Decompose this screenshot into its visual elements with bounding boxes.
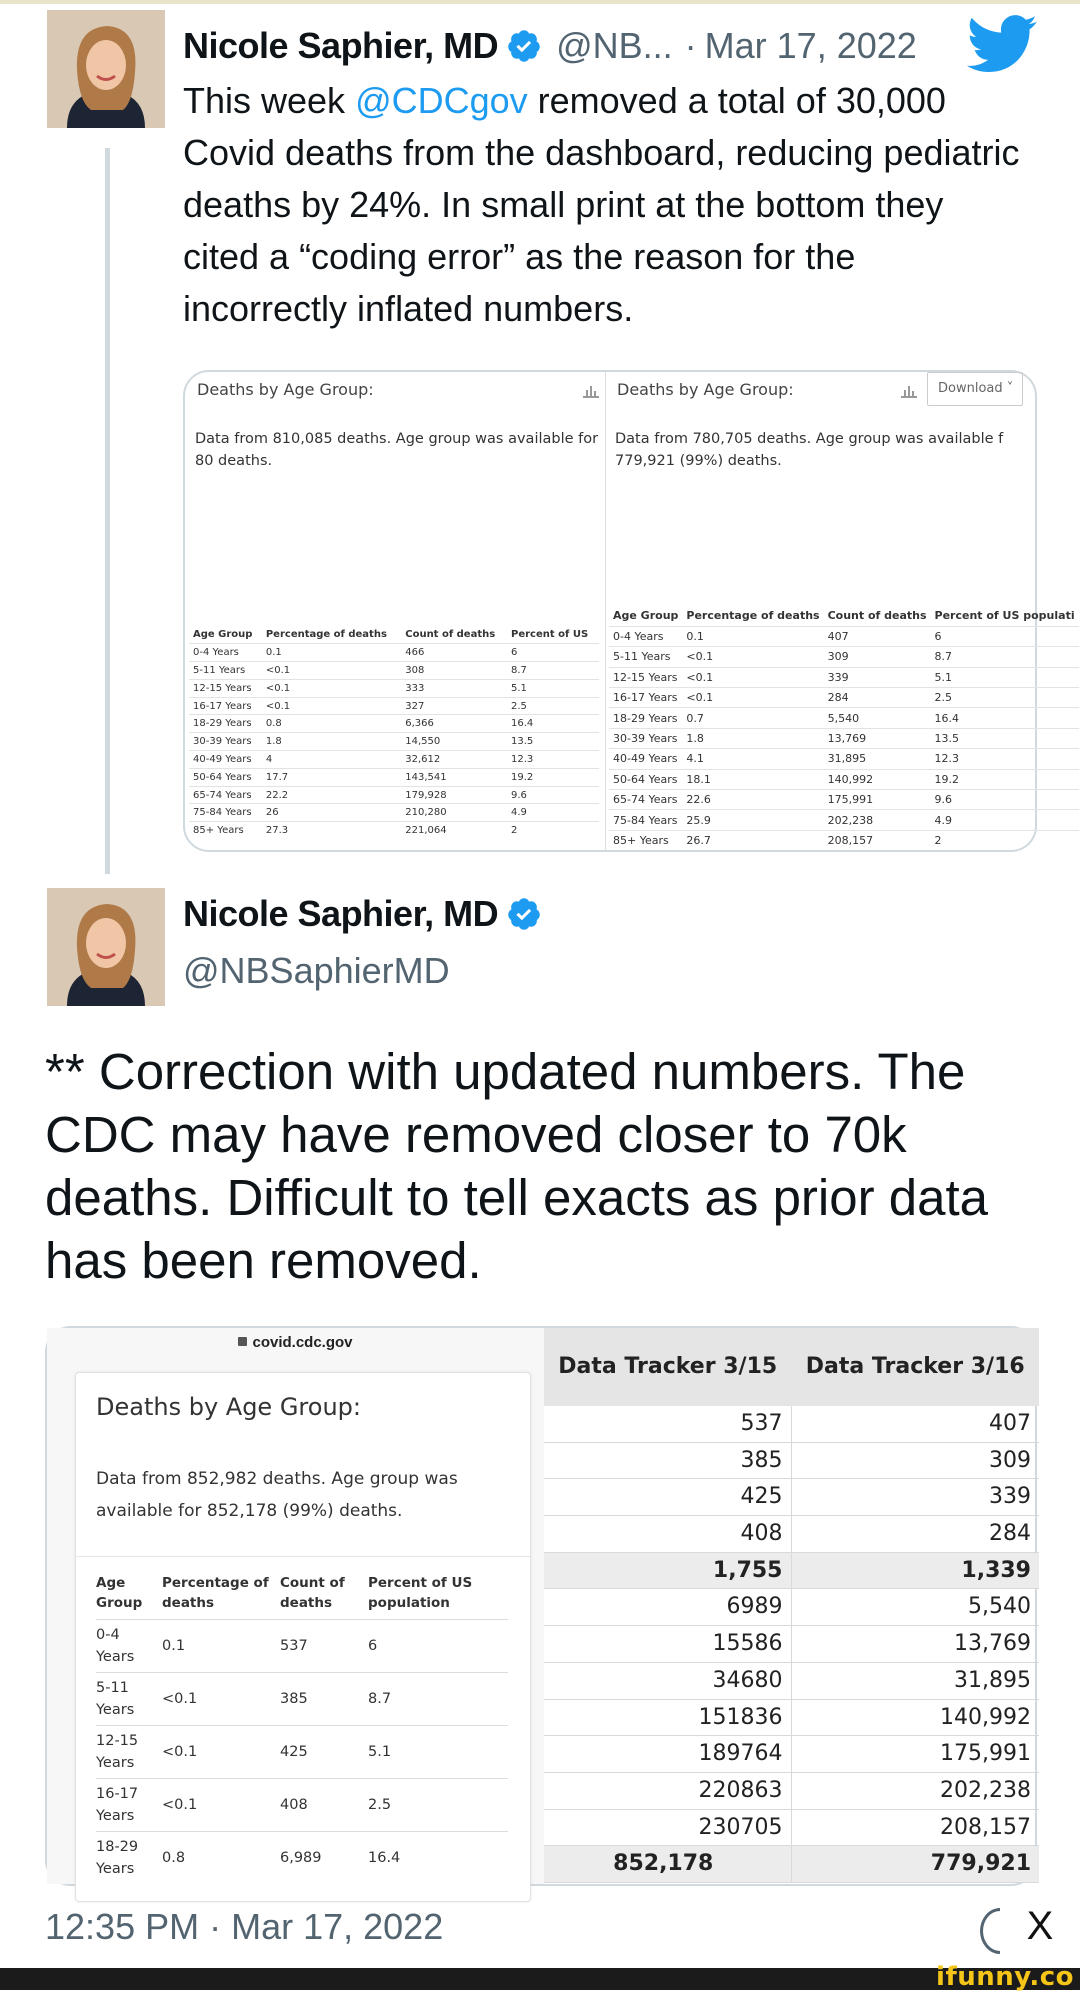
table-cell: 25.9 — [682, 810, 823, 830]
tracker-value-3-15: 230705 — [544, 1810, 792, 1846]
table-row — [189, 786, 599, 804]
tweet1-date[interactable]: Mar 17, 2022 — [704, 25, 917, 66]
table-row — [609, 790, 1079, 810]
tracker-rows — [544, 1406, 1039, 1883]
tracker-value-3-16: 13,769 — [954, 1631, 1031, 1657]
table-cell: 143,541 — [401, 768, 507, 786]
tweet1-image[interactable] — [183, 370, 1075, 852]
url-text: covid.cdc.gov — [252, 1334, 353, 1351]
table-cell: 4.9 — [931, 810, 1079, 830]
table-cell: 339 — [824, 667, 931, 687]
tracker-value-3-16: 31,895 — [954, 1667, 1031, 1693]
table-cell: 30-39 Years — [189, 733, 262, 751]
table-cell: 333 — [401, 679, 507, 697]
tracker-value-3-16: 208,157 — [940, 1814, 1031, 1840]
table-cell: 32,612 — [401, 751, 507, 769]
footer-bar — [0, 1968, 1080, 1990]
tweet2-handle[interactable]: @NBSaphierMD — [183, 950, 450, 991]
tweet2-text: ** Correction with updated numbers. The CDC may have removed closer to 70k deaths. Difficult to tell exacts as prior data has been removed. — [45, 1043, 989, 1289]
thread-line — [105, 148, 110, 874]
table-cell: 40-49 Years — [609, 749, 682, 769]
panel-title: Deaths by Age Group: — [197, 380, 374, 399]
table-cell: 5-11 Years — [96, 1673, 162, 1726]
table-cell: 537 — [280, 1620, 368, 1673]
card-title: Deaths by Age Group: — [96, 1393, 361, 1421]
chart-icon — [583, 384, 599, 398]
table-cell: 6 — [931, 626, 1079, 646]
top-strip — [0, 0, 1080, 4]
panel-description: Data from 810,085 deaths. Age group was available for 80 deaths. — [195, 431, 599, 469]
table-cell: 2.5 — [368, 1779, 508, 1832]
table-row — [96, 1620, 508, 1673]
table-cell: 210,280 — [401, 804, 507, 822]
table-header: Age Group — [193, 629, 253, 641]
download-button: Download ˅ — [927, 372, 1023, 406]
table-cell: 6,366 — [401, 715, 507, 733]
table-cell: 6 — [368, 1620, 508, 1673]
table-row — [96, 1832, 508, 1885]
table-cell: 12-15 Years — [609, 667, 682, 687]
tracker-row — [544, 1553, 1039, 1590]
table-row — [189, 804, 599, 822]
table-row — [609, 708, 1079, 728]
table-cell: 30-39 Years — [609, 728, 682, 748]
table-cell: 2.5 — [931, 688, 1079, 708]
tweet1-text — [183, 75, 1023, 335]
twitter-bird-icon — [968, 14, 1038, 74]
table-cell: <0.1 — [262, 662, 401, 680]
tracker-row — [544, 1406, 1039, 1443]
avatar[interactable] — [47, 888, 165, 1006]
table-header: Count of deaths — [827, 609, 927, 623]
table-cell: 0.7 — [682, 708, 823, 728]
avatar-photo — [47, 888, 165, 1006]
table-cell: 0.1 — [162, 1620, 280, 1673]
table-row — [189, 697, 599, 715]
tracker-value-3-15: 15586 — [544, 1626, 792, 1662]
table-cell: 0-4 Years — [609, 626, 682, 646]
new-deaths-table — [609, 606, 1079, 851]
tracker-row — [544, 1810, 1039, 1847]
table-cell: 6 — [507, 644, 599, 662]
table-cell: <0.1 — [162, 1673, 280, 1726]
table-cell: 6,989 — [280, 1832, 368, 1885]
table-cell: 2 — [931, 830, 1079, 850]
tracker-value-3-15: 385 — [544, 1443, 792, 1479]
tracker-value-3-15: 34680 — [544, 1663, 792, 1699]
table-cell: 16-17 Years — [96, 1779, 162, 1832]
table-cell: 85+ Years — [189, 822, 262, 840]
table-cell: <0.1 — [682, 688, 823, 708]
url-bar — [47, 1334, 544, 1351]
avatar-photo — [47, 10, 165, 128]
deaths-table — [96, 1573, 508, 1885]
tracker-row — [544, 1736, 1039, 1773]
table-cell: 65-74 Years — [609, 790, 682, 810]
table-cell: 1.8 — [262, 733, 401, 751]
table-cell: 5-11 Years — [609, 647, 682, 667]
tracker-value-3-16: 309 — [989, 1447, 1031, 1473]
tracker-row — [544, 1773, 1039, 1810]
table-row — [189, 822, 599, 840]
table-row — [609, 647, 1079, 667]
table-header: Count of deaths — [280, 1575, 345, 1611]
table-cell: 466 — [401, 644, 507, 662]
tweet2-author — [183, 893, 542, 935]
cdc-screenshot — [47, 1328, 544, 1884]
table-cell: 9.6 — [507, 786, 599, 804]
tweet2-author-name[interactable]: Nicole Saphier, MD — [183, 893, 499, 934]
table-cell: 0.8 — [162, 1832, 280, 1885]
tracker-header — [544, 1328, 1039, 1406]
table-cell: 8.7 — [368, 1673, 508, 1726]
table-row — [96, 1779, 508, 1832]
tracker-value-3-15: 151836 — [544, 1700, 792, 1736]
tracker-value-3-16: 140,992 — [940, 1704, 1031, 1730]
table-row — [189, 733, 599, 751]
tracker-value-3-16: 175,991 — [940, 1741, 1031, 1767]
table-cell: 19.2 — [507, 768, 599, 786]
tracker-value-3-16: 339 — [989, 1484, 1031, 1510]
table-cell: 75-84 Years — [189, 804, 262, 822]
verified-badge-icon — [506, 28, 542, 64]
data-tracker-comparison — [544, 1328, 1039, 1884]
table-cell: 85+ Years — [609, 830, 682, 850]
tracker-value-3-16: 407 — [989, 1411, 1031, 1436]
table-cell: 27.3 — [262, 822, 401, 840]
table-row — [609, 667, 1079, 687]
table-cell: <0.1 — [682, 667, 823, 687]
table-cell: 65-74 Years — [189, 786, 262, 804]
close-button[interactable]: X — [1000, 1896, 1080, 1958]
table-cell: 221,064 — [401, 822, 507, 840]
table-cell: 5.1 — [368, 1726, 508, 1779]
tweet1-separator: · — [684, 25, 697, 66]
panel-title: Deaths by Age Group: — [617, 380, 794, 399]
table-row — [189, 644, 599, 662]
table-cell: 5-11 Years — [189, 662, 262, 680]
table-cell: 40-49 Years — [189, 751, 262, 769]
table-cell: 8.7 — [931, 647, 1079, 667]
tracker-value-3-15: 220863 — [544, 1773, 792, 1809]
table-cell: 12-15 Years — [189, 679, 262, 697]
table-cell: 309 — [824, 647, 931, 667]
table-header: Percentage of deaths — [686, 609, 820, 623]
tracker-value-3-16: 284 — [989, 1521, 1031, 1547]
tracker-row — [544, 1589, 1039, 1626]
tweet1-text-after: removed a total of 30,000 Covid deaths from the dashboard, reducing pediatric deaths by 24%. In small print at the bottom they cited a “coding error” as the reason for the incorrectly inflated numbers. — [183, 80, 1020, 329]
table-cell: 408 — [280, 1779, 368, 1832]
table-cell: 0-4 Years — [189, 644, 262, 662]
table-cell: 407 — [824, 626, 931, 646]
table-row — [609, 830, 1079, 850]
table-cell: <0.1 — [262, 679, 401, 697]
table-row — [96, 1673, 508, 1726]
table-cell: <0.1 — [682, 647, 823, 667]
table-cell: 140,992 — [824, 769, 931, 789]
tracker-row — [544, 1700, 1039, 1737]
panel-description: Data from 780,705 deaths. Age group was available f 779,921 (99%) deaths. — [615, 431, 1004, 469]
table-cell: 18-29 Years — [189, 715, 262, 733]
table-cell: 13.5 — [507, 733, 599, 751]
watermark: ifunny.co — [936, 1962, 1074, 1992]
table-cell: 4.9 — [507, 804, 599, 822]
table-header: Percent of US population — [368, 1575, 473, 1611]
tracker-value-3-16: 5,540 — [968, 1594, 1031, 1620]
table-cell: 22.6 — [682, 790, 823, 810]
new-dashboard-panel — [605, 372, 1075, 850]
table-cell: <0.1 — [162, 1726, 280, 1779]
download-label: Download — [938, 381, 1003, 396]
table-row — [189, 751, 599, 769]
table-row — [189, 679, 599, 697]
chart-icon — [901, 384, 917, 398]
table-cell: 9.6 — [931, 790, 1079, 810]
table-cell: 16-17 Years — [609, 688, 682, 708]
tracker-row — [544, 1846, 1039, 1883]
deaths-card — [75, 1372, 531, 1902]
tweet1-author-name[interactable]: Nicole Saphier, MD — [183, 25, 499, 66]
tweet1-handle[interactable]: @NB... — [556, 25, 673, 66]
table-row — [609, 728, 1079, 748]
table-row — [609, 749, 1079, 769]
table-cell: 12.3 — [931, 749, 1079, 769]
table-cell: 12-15 Years — [96, 1726, 162, 1779]
table-cell: 4.1 — [682, 749, 823, 769]
table-cell: 19.2 — [931, 769, 1079, 789]
table-cell: 5.1 — [931, 667, 1079, 687]
tweet1-header — [183, 18, 917, 74]
lock-icon — [238, 1337, 247, 1346]
table-cell: 0-4 Years — [96, 1620, 162, 1673]
tracker-value-3-15: 1,755 — [544, 1553, 792, 1589]
table-cell: 5,540 — [824, 708, 931, 728]
tracker-row — [544, 1443, 1039, 1480]
tracker-header-3-16: Data Tracker 3/16 — [805, 1354, 1025, 1379]
table-row — [96, 1726, 508, 1779]
table-cell: 13.5 — [931, 728, 1079, 748]
table-header: Age Group — [96, 1575, 143, 1611]
tracker-value-3-16: 202,238 — [940, 1777, 1031, 1803]
tweet2-image[interactable] — [45, 1326, 1037, 1886]
tracker-row — [544, 1663, 1039, 1700]
tracker-value-3-15: 6989 — [544, 1589, 792, 1625]
table-cell: 425 — [280, 1726, 368, 1779]
table-header: Count of deaths — [405, 629, 496, 641]
table-cell: 18.1 — [682, 769, 823, 789]
tracker-row — [544, 1516, 1039, 1553]
table-cell: <0.1 — [262, 697, 401, 715]
table-cell: 308 — [401, 662, 507, 680]
table-header: Percent of US populati — [934, 609, 1075, 623]
table-cell: 179,928 — [401, 786, 507, 804]
tracker-value-3-15: 408 — [544, 1516, 792, 1552]
tracker-header-3-15: Data Tracker 3/15 — [558, 1354, 778, 1379]
table-row — [189, 715, 599, 733]
table-cell: 14,550 — [401, 733, 507, 751]
tweet1-text-before: This week — [183, 80, 356, 121]
table-row — [609, 769, 1079, 789]
table-cell: 208,157 — [824, 830, 931, 850]
table-row — [609, 810, 1079, 830]
table-header: Percentage of deaths — [162, 1575, 269, 1611]
table-header: Percentage of deaths — [265, 629, 387, 641]
table-cell: 5.1 — [507, 679, 599, 697]
table-header: Percent of US — [511, 629, 589, 641]
table-cell: 175,991 — [824, 790, 931, 810]
old-dashboard-panel — [185, 372, 605, 850]
table-cell: 0.8 — [262, 715, 401, 733]
table-row — [189, 768, 599, 786]
tracker-row — [544, 1626, 1039, 1663]
old-deaths-table — [189, 626, 599, 840]
table-cell: 284 — [824, 688, 931, 708]
table-cell: 26 — [262, 804, 401, 822]
tracker-value-3-16: 1,339 — [961, 1557, 1031, 1583]
table-cell: 12.3 — [507, 751, 599, 769]
table-cell: 327 — [401, 697, 507, 715]
table-cell: 16.4 — [368, 1832, 508, 1885]
table-cell: 16.4 — [931, 708, 1079, 728]
table-row — [609, 626, 1079, 646]
tracker-value-3-15: 852,178 — [544, 1846, 792, 1882]
table-cell: 0.1 — [262, 644, 401, 662]
verified-badge-icon — [506, 896, 542, 932]
table-cell: 13,769 — [824, 728, 931, 748]
table-row — [609, 688, 1079, 708]
table-cell: 31,895 — [824, 749, 931, 769]
table-cell: 18-29 Years — [96, 1832, 162, 1885]
table-cell: 4 — [262, 751, 401, 769]
table-cell: 8.7 — [507, 662, 599, 680]
tracker-value-3-15: 537 — [544, 1406, 792, 1442]
table-cell: 2.5 — [507, 697, 599, 715]
mention-link[interactable]: @CDCgov — [355, 80, 528, 121]
table-cell: 75-84 Years — [609, 810, 682, 830]
tracker-value-3-16: 779,921 — [930, 1851, 1031, 1877]
table-cell: <0.1 — [162, 1779, 280, 1832]
table-row — [189, 662, 599, 680]
table-cell: 16-17 Years — [189, 697, 262, 715]
table-cell: 202,238 — [824, 810, 931, 830]
table-cell: 385 — [280, 1673, 368, 1726]
tracker-value-3-15: 189764 — [544, 1736, 792, 1772]
avatar[interactable] — [47, 10, 165, 128]
table-header: Age Group — [613, 609, 679, 623]
tracker-value-3-15: 425 — [544, 1479, 792, 1515]
divider — [76, 1556, 530, 1557]
table-cell: 50-64 Years — [609, 769, 682, 789]
table-cell: 2 — [507, 822, 599, 840]
table-cell: 16.4 — [507, 715, 599, 733]
table-cell: 17.7 — [262, 768, 401, 786]
card-description: Data from 852,982 deaths. Age group was available for 852,178 (99%) deaths. — [96, 1469, 458, 1521]
tracker-row — [544, 1479, 1039, 1516]
table-cell: 18-29 Years — [609, 708, 682, 728]
table-cell: 1.8 — [682, 728, 823, 748]
tweet2-timestamp[interactable]: 12:35 PM · Mar 17, 2022 — [45, 1906, 444, 1947]
table-cell: 22.2 — [262, 786, 401, 804]
table-cell: 0.1 — [682, 626, 823, 646]
table-cell: 26.7 — [682, 830, 823, 850]
table-cell: 50-64 Years — [189, 768, 262, 786]
